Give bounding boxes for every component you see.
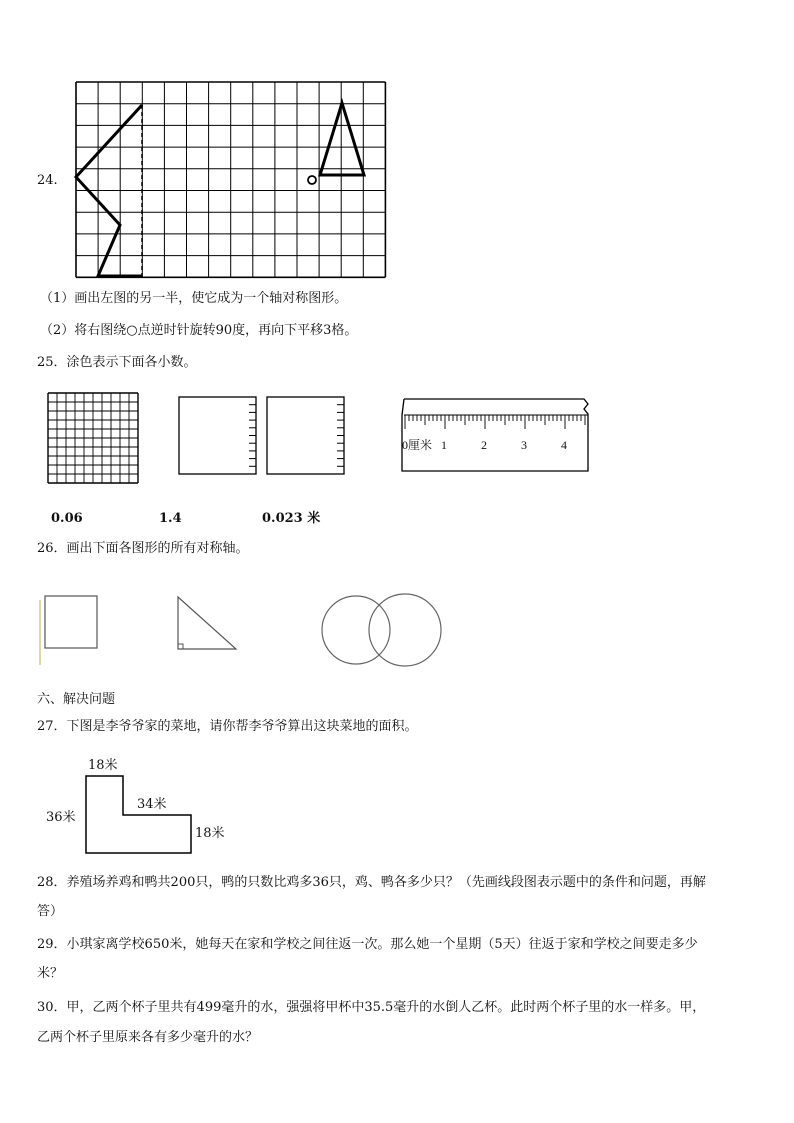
question-28-line1: 28．养殖场养鸡和鸭共200只，鸭的只数比鸡多36只，鸡、鸭各多少只？（先画线段图表示题中的条件和问题，再解 <box>37 875 706 890</box>
ruler-tick-label-2: 2 <box>481 438 487 452</box>
dim-left-36m: 36米 <box>46 810 76 825</box>
question-26-text: 26．画出下面各图形的所有对称轴。 <box>37 541 249 556</box>
question-28-line2: 答） <box>37 904 64 919</box>
label-1-4: 1.4 <box>159 511 182 526</box>
question-24-part1: （1）画出左图的另一半，使它成为一个轴对称图形。 <box>40 291 348 306</box>
question-30-line1: 30．甲，乙两个杯子里共有499毫升的水，强强将甲杯中35.5毫升的水倒人乙杯。此时两个杯子里的水一样多。甲， <box>37 1000 706 1015</box>
question-24-number: 24. <box>37 173 58 188</box>
ruler-tick-label-1: 1 <box>441 438 447 452</box>
question-25-text: 25．涂色表示下面各小数。 <box>37 355 197 370</box>
ruler-tick-label-3: 3 <box>521 438 527 452</box>
l-shaped-field <box>86 776 191 853</box>
ruler-unit-label: 0厘米 <box>402 438 433 452</box>
question-29-line1: 29．小琪家离学校650米，她每天在家和学校之间往返一次。那么她一个星期（5天）往返于家和学校之间要走多少 <box>37 937 698 952</box>
question-24-part2: （2）将右图绕○点逆时针旋转90度，再向下平移3格。 <box>40 323 358 338</box>
section-6-heading: 六、解决问题 <box>37 692 116 707</box>
label-0-06: 0.06 <box>51 511 83 526</box>
label-0-023-m: 0.023 米 <box>262 511 321 526</box>
question-29-line2: 米？ <box>37 966 64 981</box>
ruler-tick-label-4: 4 <box>561 438 567 452</box>
question-30-line2: 乙两个杯子里原来各有多少毫升的水？ <box>37 1030 259 1045</box>
question-27-text: 27．下图是李爷爷家的菜地，请你帮李爷爷算出这块菜地的面积。 <box>37 719 418 734</box>
dim-right-18m: 18米 <box>195 826 225 841</box>
dim-middle-34m: 34米 <box>137 797 167 812</box>
dim-top-18m: 18米 <box>88 758 118 773</box>
